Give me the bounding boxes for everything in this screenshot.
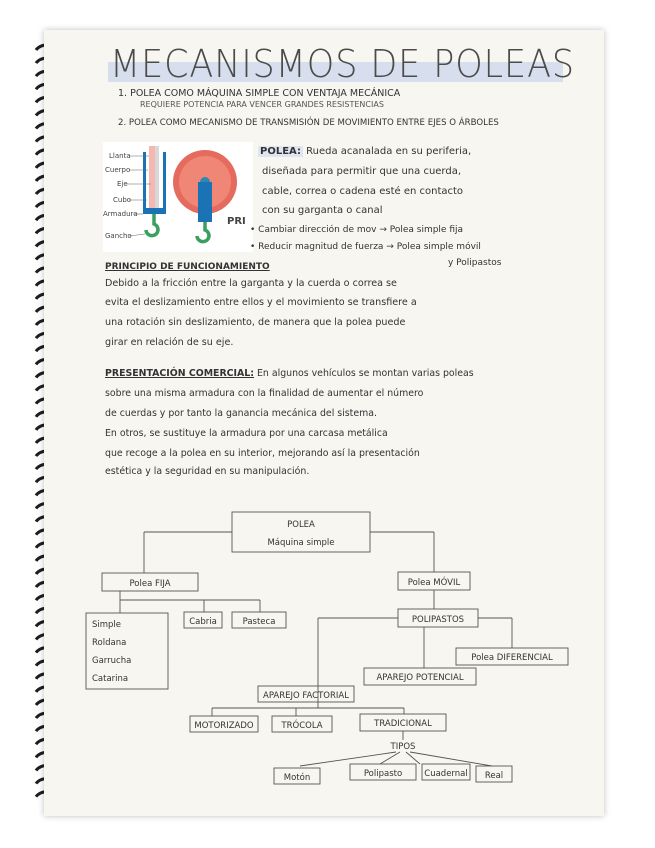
tree-polipastos: POLIPASTOS (411, 615, 465, 625)
intro-line-1: 1. POLEA COMO MÁQUINA SIMPLE CON VENTAJA MECÁNICA (118, 88, 401, 99)
tree-tipos: TIPOS (390, 742, 416, 752)
definition-bullet-2: • Reducir magnitud de fuerza → Polea simple móvil (250, 242, 481, 252)
principle-heading: PRINCIPIO DE FUNCIONAMIENTO (105, 262, 270, 272)
tree-trocola: TRÓCOLA (281, 721, 323, 731)
commercial-line-4: En otros, se sustituye la armadura por una carcasa metálica (105, 428, 388, 439)
label-armadura: Armadura (103, 210, 138, 218)
definition-text-1: Rueda acanalada en su periferia, (306, 146, 472, 157)
principle-line-2: evita el deslizamiento entre ellos y el movimiento se transfiere a (105, 297, 417, 308)
page-title: MECANISMOS DE POLEAS (110, 42, 576, 86)
definition-line-4: con su garganta o canal (262, 205, 383, 216)
tree-fija-type-1: Simple (92, 620, 122, 630)
label-cubo: Cubo (113, 196, 132, 204)
tree-polea-movil: Polea MÓVIL (407, 578, 461, 588)
principle-line-4: girar en relación de su eje. (105, 337, 234, 348)
intro-line-1-sub: REQUIERE POTENCIA PARA VENCER GRANDES RESISTENCIAS (140, 100, 384, 109)
tree-diferencial: Polea DIFERENCIAL (471, 653, 553, 663)
tree-fija-type-4: Catarina (92, 674, 129, 684)
tree-fija-type-3: Garrucha (92, 656, 132, 666)
tree-motorizado: MOTORIZADO (194, 721, 254, 731)
definition-bullet-1: • Cambiar dirección de mov → Polea simple fija (250, 225, 464, 235)
bullet-1-text: Cambiar dirección de mov → Polea simple fija (258, 225, 464, 235)
tree-leaf-1: Motón (283, 773, 311, 783)
definition-term: POLEA: (260, 146, 301, 157)
principle-line-1: Debido a la fricción entre la garganta y la cuerda o correa se (105, 278, 397, 289)
commercial-line-2: sobre una misma armadura con la finalidad de aumentar el número (105, 388, 424, 399)
principle-line-3: una rotación sin deslizamiento, de manera que la polea puede (105, 317, 406, 328)
tree-aparejo-potencial: APAREJO POTENCIAL (376, 673, 464, 683)
commercial-line-6: estética y la seguridad en su manipulación. (105, 466, 310, 477)
definition-line-3: cable, correa o cadena esté en contacto (262, 186, 464, 197)
label-partial: PRI (227, 216, 246, 227)
bullet-2-text: Reducir magnitud de fuerza → Polea simple móvil (258, 242, 481, 252)
tree-tradicional: TRADICIONAL (374, 719, 432, 729)
tree-leaf-2: Polipasto (363, 769, 403, 779)
commercial-line-3: de cuerdas y por tanto la ganancia mecánica del sistema. (105, 408, 377, 419)
intro-line-2: 2. POLEA COMO MECANISMO DE TRANSMISIÓN DE MOVIMIENTO ENTRE EJES O ÁRBOLES (118, 118, 499, 128)
tree-aparejo-factorial: APAREJO FACTORIAL (263, 691, 349, 701)
tree-fija-type-2: Roldana (92, 638, 127, 648)
label-gancho: Gancho (105, 232, 132, 240)
tree-leaf-4: Real (484, 771, 504, 781)
commercial-text-1: En algunos vehículos se montan varias poleas (257, 368, 474, 379)
tree-root-line-2: Máquina simple (267, 538, 335, 548)
tree-polea-fija: Polea FIJA (129, 579, 171, 589)
commercial-line-5: que recoge a la polea en su interior, mejorando así la presentación (105, 448, 420, 459)
tree-leaf-3: Cuadernal (424, 769, 468, 779)
definition-bullet-2-cont: y Polipastos (448, 258, 502, 268)
commercial-heading: PRESENTACIÓN COMERCIAL: (105, 368, 255, 379)
tree-pasteca: Pasteca (242, 617, 276, 627)
label-cuerpo: Cuerpo (105, 166, 131, 174)
label-llanta: Llanta (109, 152, 131, 160)
definition-line-2: diseñada para permitir que una cuerda, (262, 166, 462, 177)
label-eje: Eje (117, 180, 128, 188)
tree-root-line-1: POLEA (287, 520, 315, 530)
tree-cabria: Cabria (189, 617, 217, 627)
